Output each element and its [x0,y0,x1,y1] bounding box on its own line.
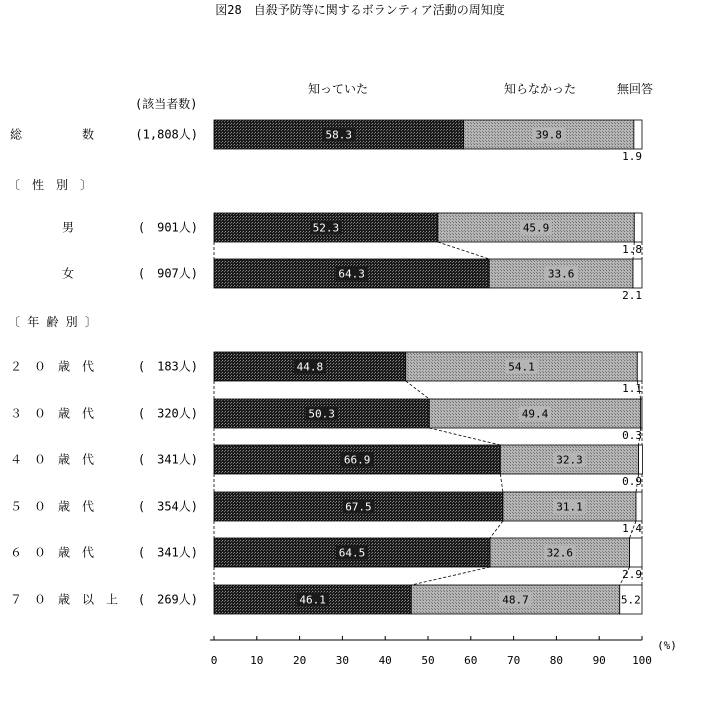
value-label: 52.3 [312,221,340,235]
value-label: 50.3 [308,407,335,421]
row-label: 女 [62,266,75,281]
legend-no-answer: 無回答 [616,82,654,96]
row-label: ４ ０ 歳 代 [10,452,95,467]
value-label: 49.4 [521,407,549,421]
row-label: 男 [62,220,75,235]
legend-known: 知っていた [307,82,369,96]
x-tick-label: 90 [592,654,606,667]
value-label: 64.5 [338,546,366,560]
row-count: ( 901人) [137,220,198,235]
section-header-age: 〔 年 齢 別 〕 [8,315,97,329]
value-label: 66.9 [343,453,371,467]
connector-line [500,474,503,492]
x-axis [210,636,677,667]
chart-title: 図28 自殺予防等に関するボランティア活動の周知度 [215,3,505,17]
bar-segment [634,120,642,149]
connector-line [490,521,503,538]
x-tick-label: 70 [506,654,521,667]
bar-segment [634,213,642,242]
value-label: 64.3 [338,267,365,281]
bars-group [214,120,642,614]
section-header-gender: 〔 性 別 〕 [8,178,93,192]
value-label: 2.9 [622,568,642,581]
value-label: 33.6 [547,267,575,281]
row-label: ５ ０ 歳 代 [10,499,95,514]
value-label: 58.3 [325,128,353,142]
x-tick-label: 80 [549,654,564,667]
value-label: 46.1 [299,593,326,607]
legend-unknown: 知らなかった [503,82,577,96]
value-label: 1.1 [622,382,642,395]
row-count: ( 341人) [137,452,198,467]
connector-line [429,428,500,445]
row-count: ( 341人) [137,545,198,560]
value-label: 0.3 [622,429,642,442]
bar-segment [630,538,642,567]
bar-segment [641,399,642,428]
value-label: 67.5 [345,500,372,514]
x-tick-label: 0 [210,654,218,667]
row-label: ７ ０ 歳 以 上 [10,592,119,607]
bar-segment [637,352,642,381]
count-header: (該当者数) [135,97,198,111]
row-labels-group [10,127,198,607]
x-tick-label: 100 [632,654,652,667]
x-tick-label: 30 [335,654,350,667]
value-label: 1.9 [622,150,642,163]
value-label: 48.7 [502,593,529,607]
value-label: 32.6 [546,546,574,560]
x-tick-label: 60 [464,654,478,667]
row-label: ２ ０ 歳 代 [10,359,95,374]
row-count: ( 907人) [137,266,198,281]
connector-line [406,381,430,399]
value-label: 31.1 [556,500,583,514]
value-label: 0.9 [622,475,642,488]
value-label: 2.1 [622,289,642,302]
bar-segment [633,259,642,288]
row-label: ６ ０ 歳 代 [10,545,95,560]
value-label: 1.4 [622,522,642,535]
x-tick-label: 40 [378,654,392,667]
value-label: 1.8 [622,243,642,256]
value-label: 45.9 [522,221,550,235]
x-tick-label: 50 [421,654,435,667]
value-label: 44.8 [296,360,324,374]
value-label: 39.8 [535,128,562,142]
row-label: ３ ０ 歳 代 [10,406,95,421]
bar-segment [636,492,642,521]
x-axis-unit: (%) [657,639,677,652]
value-label: 5.2 [620,593,641,607]
row-count: ( 269人) [137,592,198,607]
connector-line [438,242,489,259]
row-count: ( 320人) [137,406,198,421]
row-label: 総 数 [10,127,95,142]
value-label: 32.3 [556,453,583,467]
x-tick-label: 10 [250,654,264,667]
row-count: ( 354人) [137,499,198,514]
row-count: ( 183人) [137,359,198,374]
bar-segment [639,445,643,474]
x-tick-label: 20 [292,654,307,667]
row-count: (1,808人) [135,127,198,142]
connector-line [411,567,490,585]
value-label: 54.1 [508,360,535,374]
